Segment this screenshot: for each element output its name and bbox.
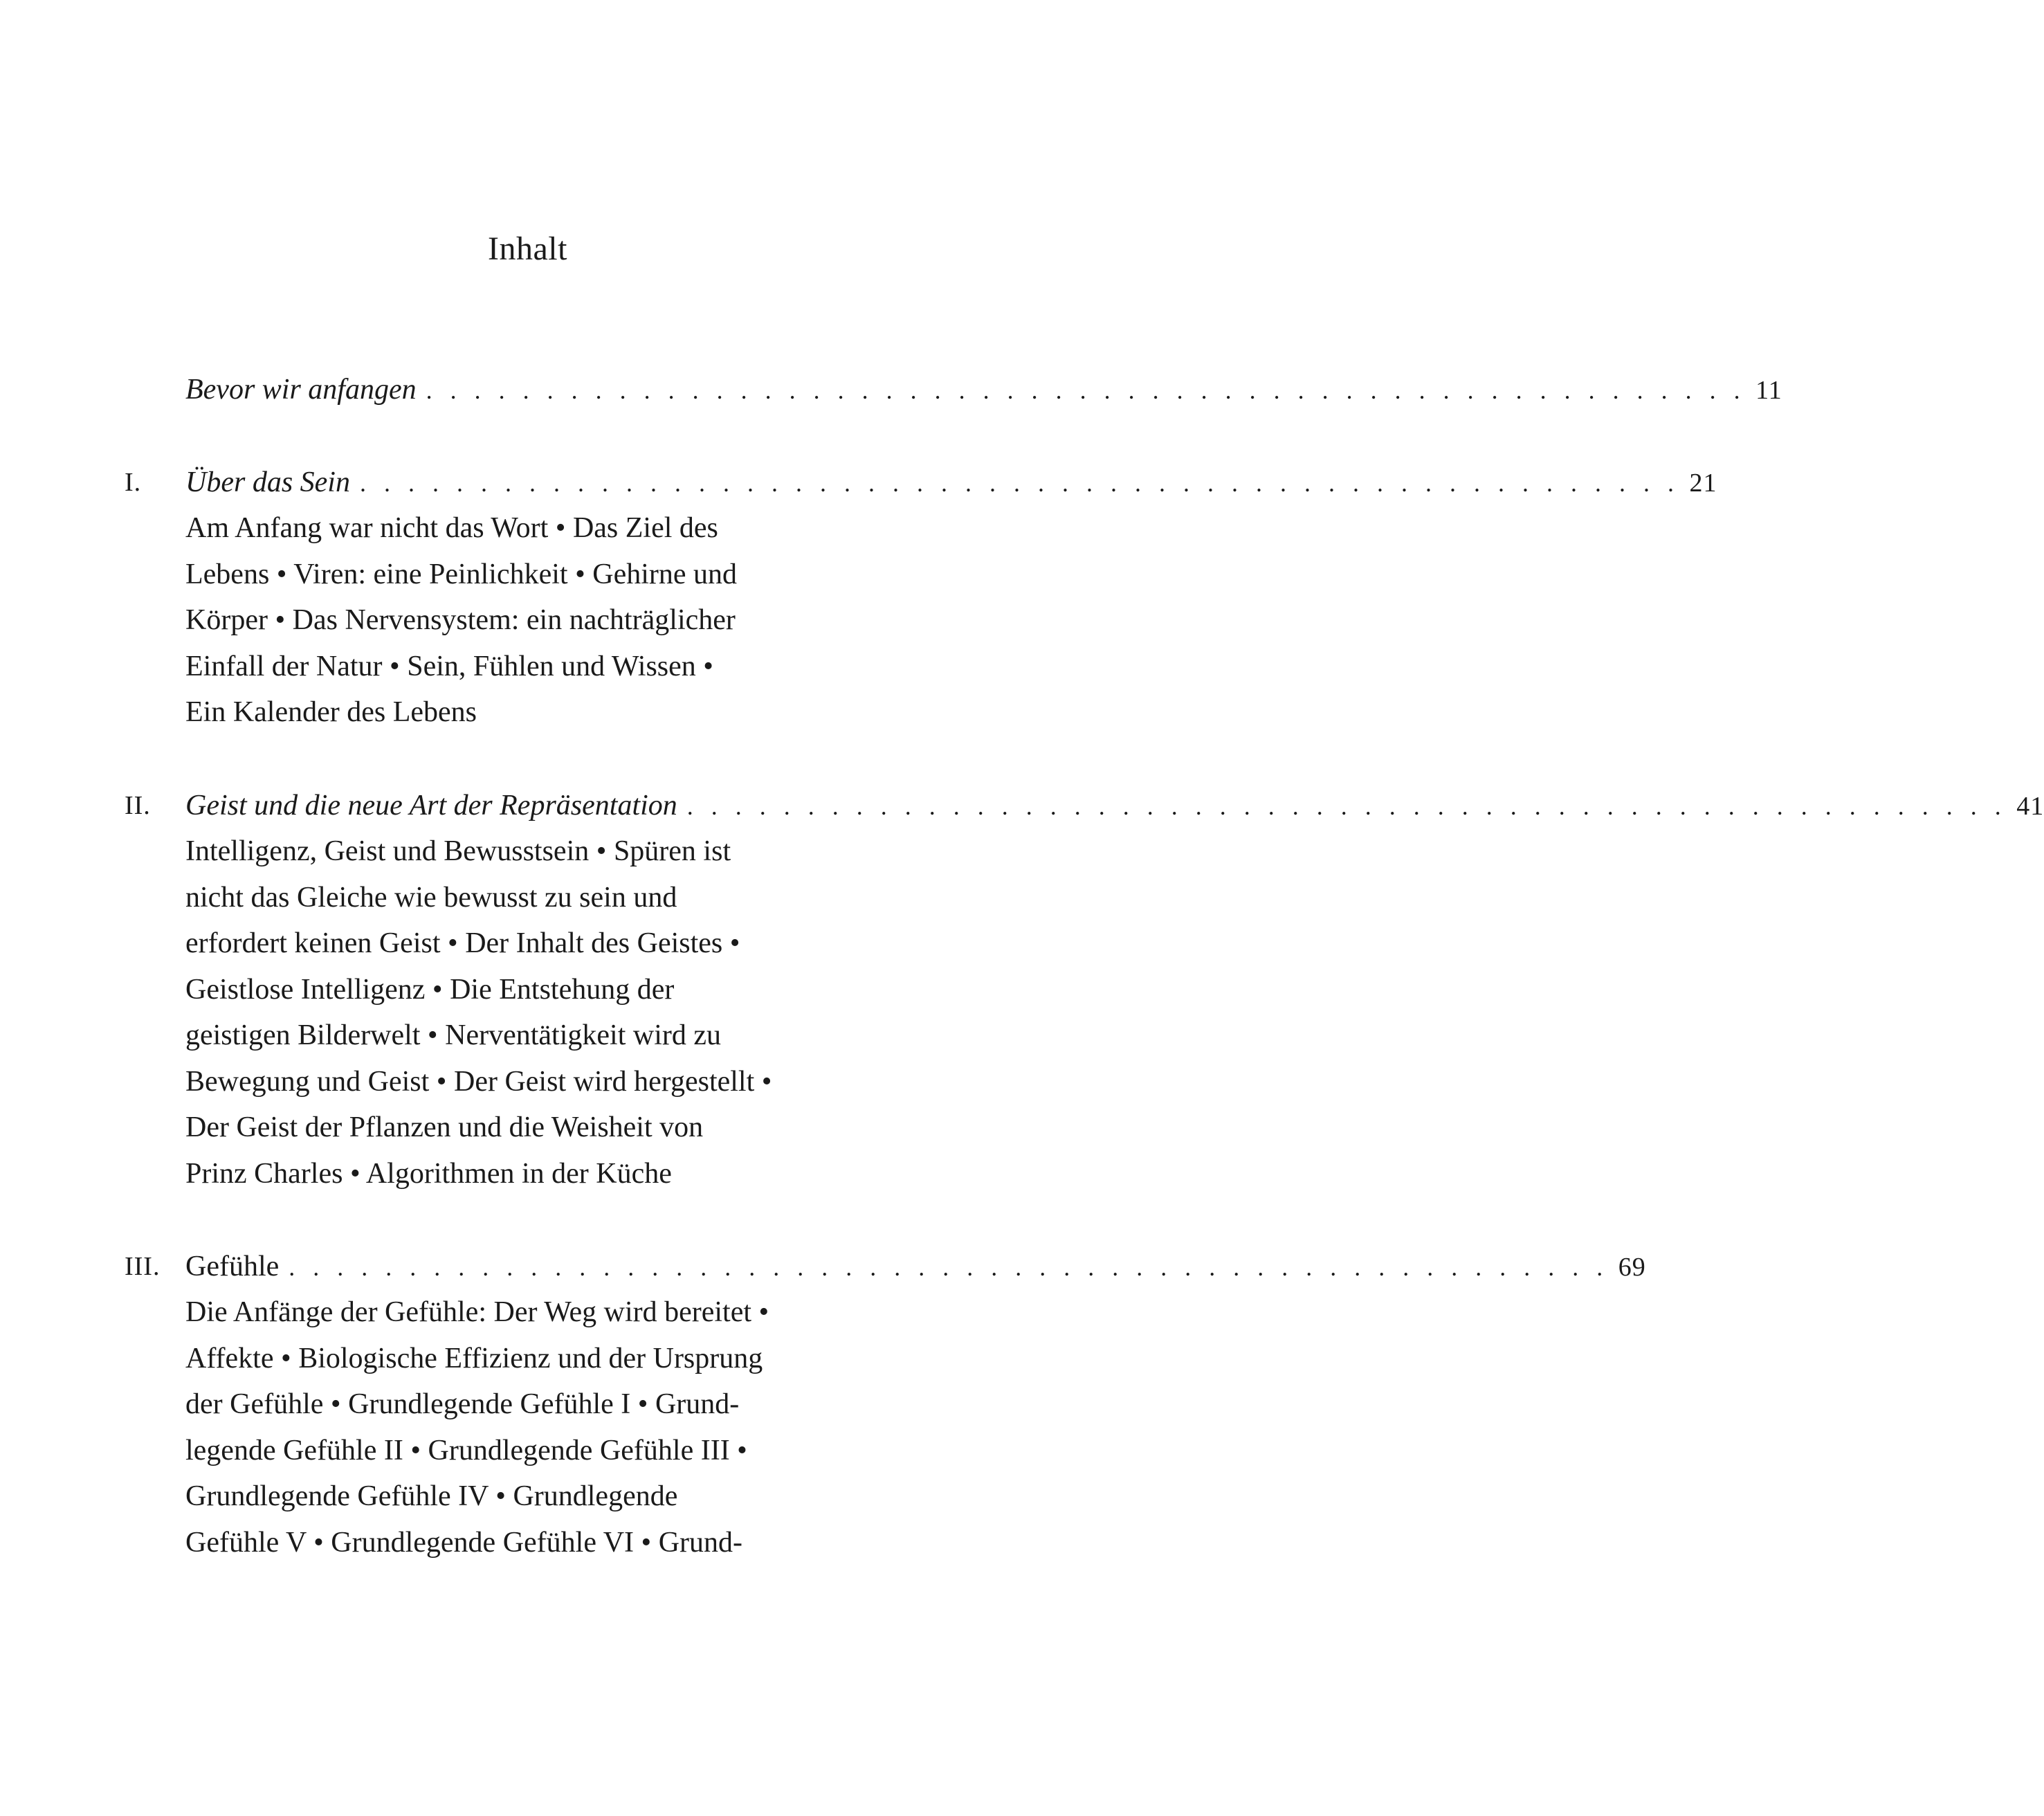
toc-entry-chapter-3[interactable]	[125, 1244, 1646, 1565]
summary-line: legende Gefühle II • Grundlegende Gefühle III •	[185, 1434, 747, 1467]
page-number[interactable]: 21	[1689, 469, 1717, 498]
toc-entry-heading[interactable]	[125, 1244, 1646, 1289]
toc-entry-chapter-1[interactable]	[125, 460, 1717, 736]
chapter-numeral: III.	[125, 1252, 161, 1281]
summary-line: Am Anfang war nicht das Wort • Das Ziel des	[185, 512, 718, 544]
chapter-summary	[185, 828, 905, 1197]
chapter-numeral: I.	[125, 468, 142, 497]
toc-entry-heading[interactable]	[125, 367, 1782, 412]
dot-leader: . . . . . . . . . . . . . . . . . . . . . . . . . . . . . . . . . . . . . . . . . . . . . . . . . . . . . . .	[426, 376, 1746, 404]
summary-line: Die Anfänge der Gefühle: Der Weg wird bereitet •	[185, 1296, 769, 1328]
toc-entry-chapter-2[interactable]	[125, 783, 2044, 1197]
summary-line: Grundlegende Gefühle IV • Grundlegende	[185, 1480, 678, 1512]
toc-entry-heading[interactable]	[125, 783, 2044, 828]
summary-line: Prinz Charles • Algorithmen in der Küche	[185, 1157, 672, 1190]
summary-line: Einfall der Natur • Sein, Fühlen und Wissen •	[185, 650, 713, 682]
chapter-title[interactable]: Gefühle	[185, 1244, 289, 1289]
summary-line: Bewegung und Geist • Der Geist wird hergestellt •	[185, 1065, 772, 1098]
chapter-title[interactable]: Bevor wir anfangen	[185, 367, 426, 412]
dot-leader: . . . . . . . . . . . . . . . . . . . . . . . . . . . . . . . . . . . . . . . . . . . . . . . . . . . . . . .	[686, 792, 2007, 820]
chapter-summary	[185, 1289, 905, 1565]
page-number[interactable]: 69	[1618, 1253, 1646, 1282]
summary-line: Der Geist der Pflanzen und die Weisheit von	[185, 1111, 704, 1143]
summary-line: geistigen Bilderwelt • Nerventätigkeit wird zu	[185, 1019, 721, 1051]
page-title: Inhalt	[488, 230, 567, 267]
dot-leader: . . . . . . . . . . . . . . . . . . . . . . . . . . . . . . . . . . . . . . . . . . . . . . . . . . . . . . .	[359, 469, 1680, 497]
summary-line: erfordert keinen Geist • Der Inhalt des Geistes •	[185, 927, 740, 959]
summary-line: Geistlose Intelligenz • Die Entstehung der	[185, 973, 675, 1006]
summary-line: nicht das Gleiche wie bewusst zu sein und	[185, 881, 677, 914]
summary-line: Affekte • Biologische Effizienz und der Ursprung	[185, 1342, 763, 1374]
page-number[interactable]: 11	[1755, 376, 1782, 405]
summary-line: Intelligenz, Geist und Bewusstsein • Spüren ist	[185, 835, 731, 867]
toc-entry-heading[interactable]	[125, 460, 1717, 505]
summary-line: Ein Kalender des Lebens	[185, 696, 477, 728]
page-number[interactable]: 41	[2016, 792, 2044, 821]
toc-entry-prologue[interactable]	[125, 367, 1782, 412]
chapter-numeral: II.	[125, 791, 151, 820]
summary-line: Gefühle V • Grundlegende Gefühle VI • Grund-	[185, 1526, 743, 1559]
summary-line: Lebens • Viren: eine Peinlichkeit • Gehirne und	[185, 558, 738, 590]
summary-line: Körper • Das Nervensystem: ein nachträglicher	[185, 604, 736, 636]
chapter-title[interactable]: Über das Sein	[185, 460, 360, 505]
chapter-summary	[185, 505, 905, 736]
chapter-title[interactable]: Geist und die neue Art der Repräsentation	[185, 783, 687, 828]
summary-line: der Gefühle • Grundlegende Gefühle I • Grund-	[185, 1388, 740, 1420]
dot-leader: . . . . . . . . . . . . . . . . . . . . . . . . . . . . . . . . . . . . . . . . . . . . . . . . . . . . . . .	[289, 1253, 1609, 1281]
